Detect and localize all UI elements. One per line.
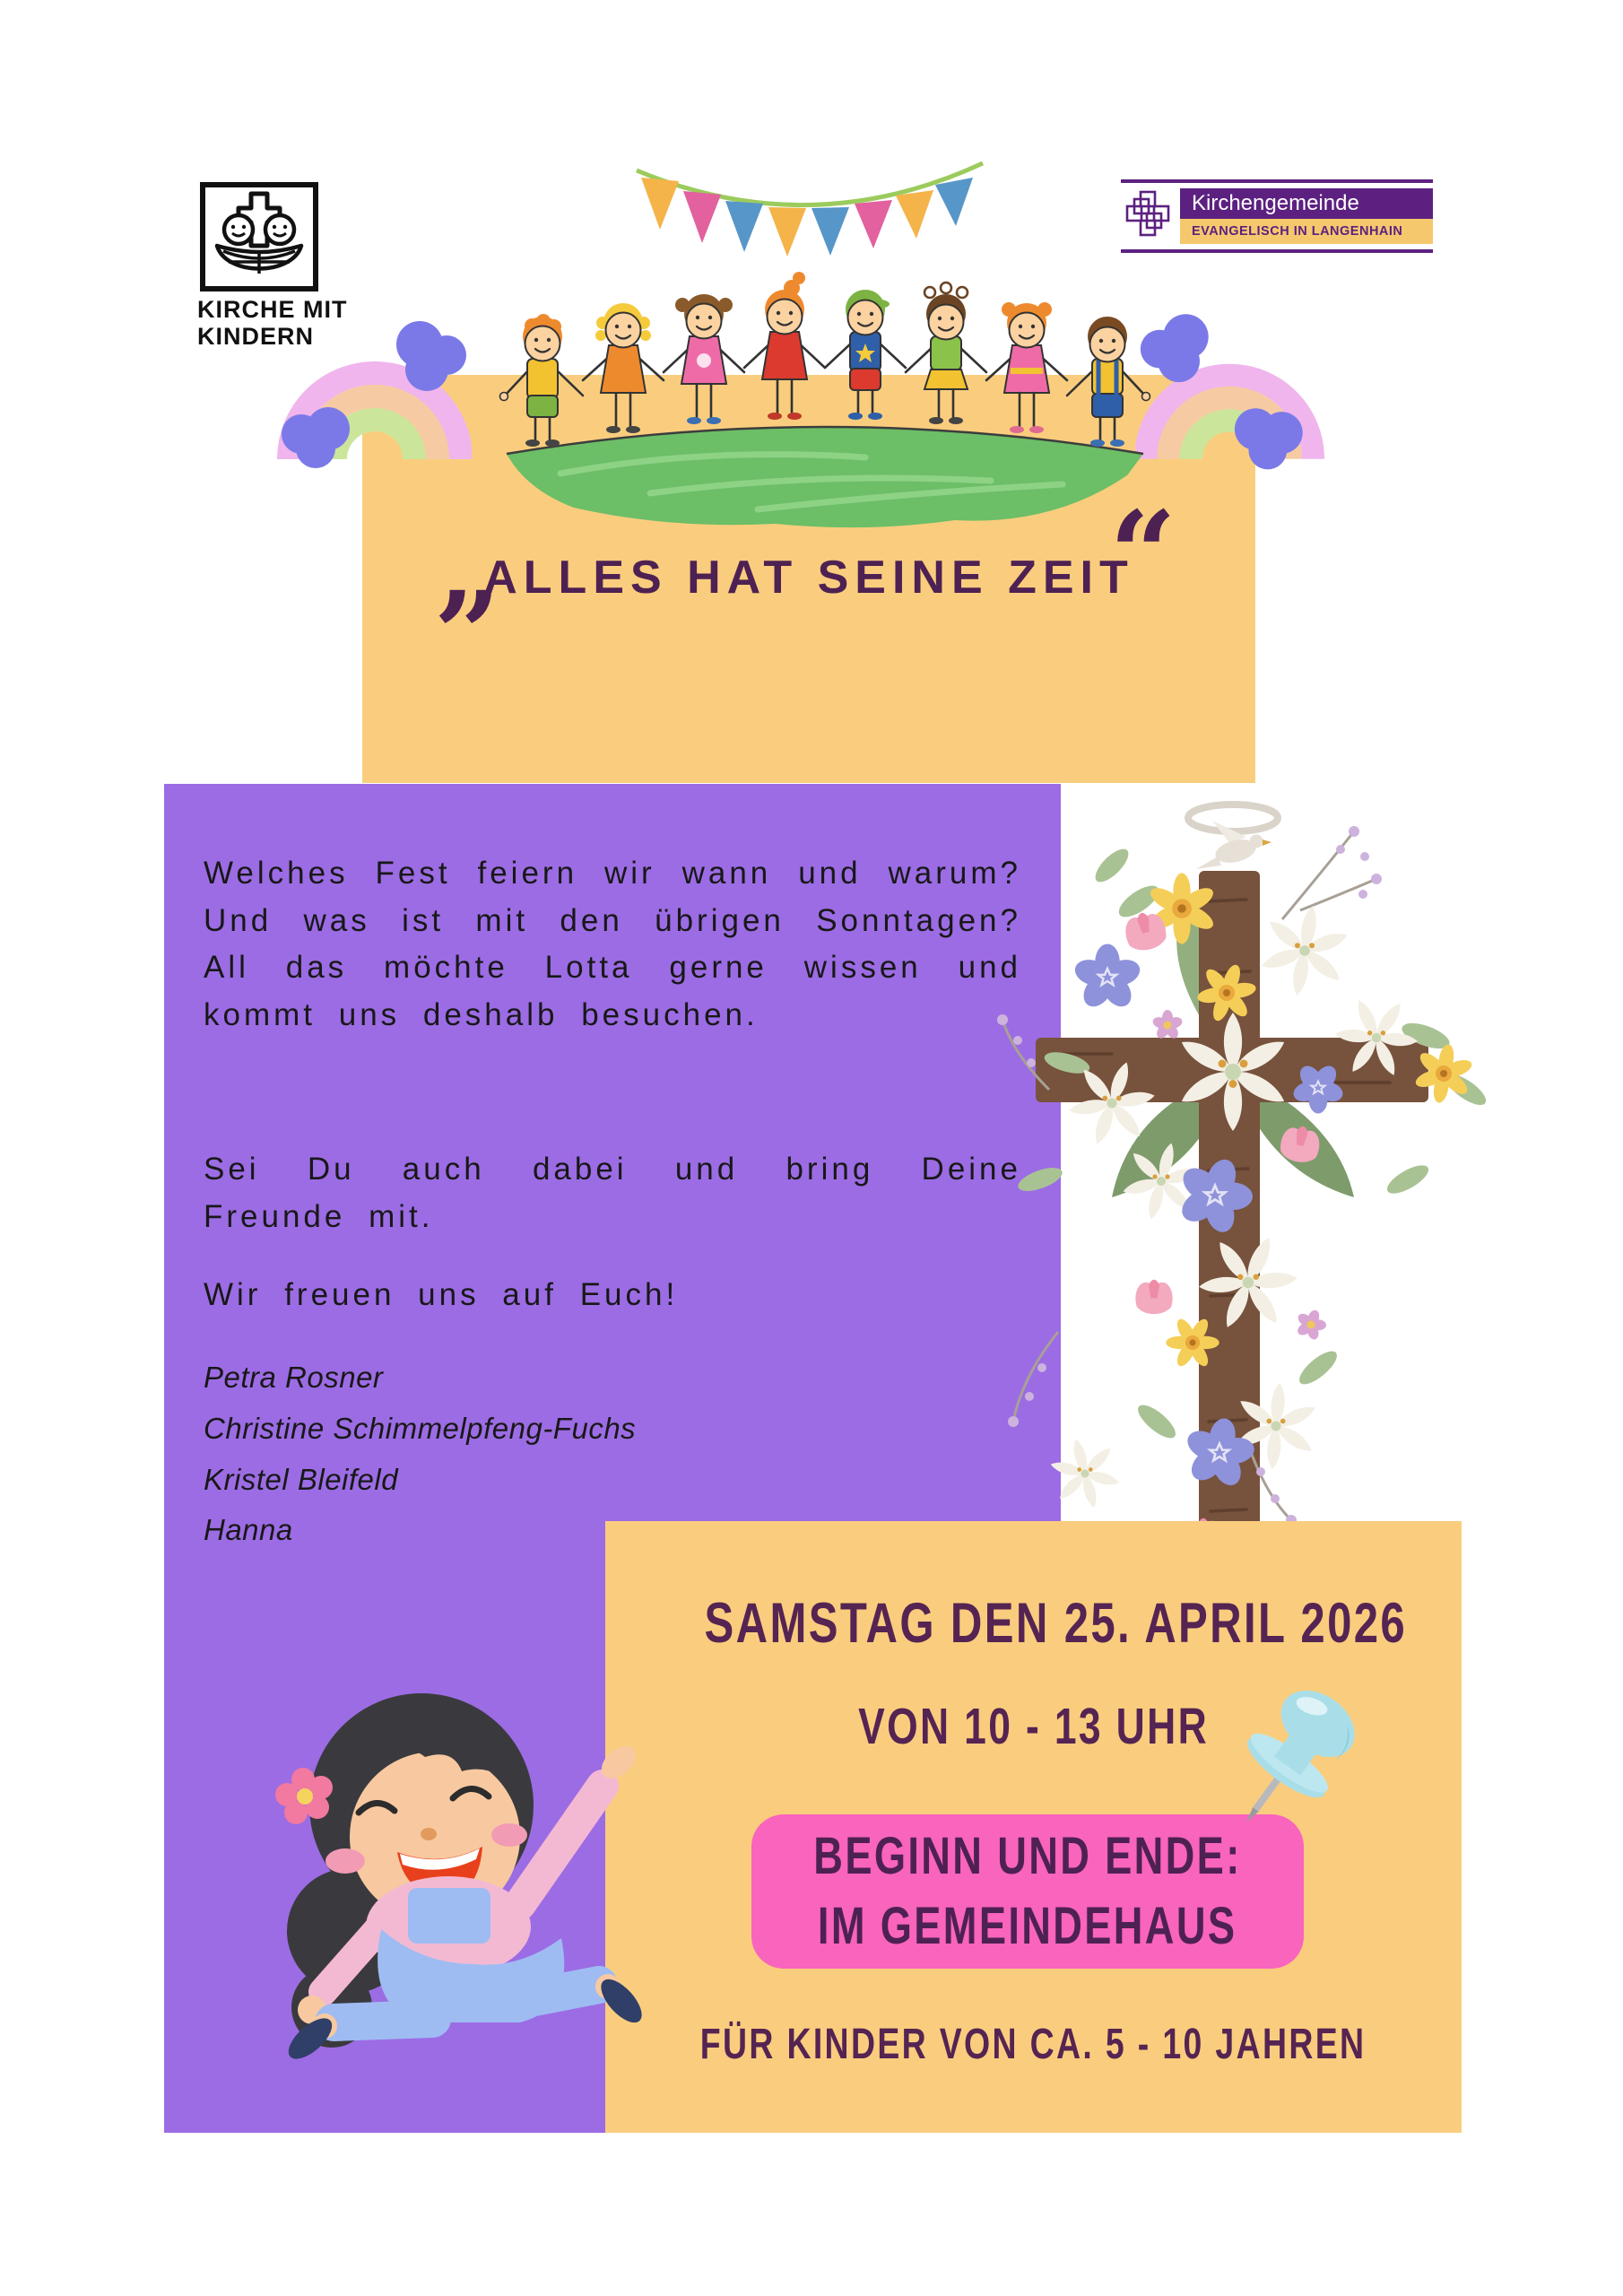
rainbow-right-icon [1135, 296, 1325, 475]
closing-line: Wir freuen uns auf Euch! [204, 1277, 679, 1312]
children-group [500, 272, 1150, 447]
bunting-icon [626, 158, 995, 273]
signature-name: Hanna [204, 1513, 293, 1547]
cloud-icon [1235, 408, 1303, 469]
child-figure [825, 290, 906, 420]
signature-name: Petra Rosner [204, 1361, 384, 1394]
child-figure [1067, 317, 1150, 447]
grass-hill [507, 427, 1143, 527]
child-figure [906, 283, 986, 424]
kmk-label-line1: KIRCHE MIT [197, 296, 348, 323]
event-location-line1: BEGINN UND ENDE: [813, 1827, 1242, 1885]
kmk-label-line2: KINDERN [197, 323, 315, 351]
invite-paragraph: Sei Du auch dabei und bring Deine Freunde mit. [204, 1152, 1021, 1234]
child-figure [744, 272, 825, 420]
child-figure [986, 302, 1067, 433]
child-figure [500, 314, 584, 447]
logo-rule [1121, 179, 1433, 183]
signature-name: Kristel Bleifeld [204, 1462, 399, 1496]
open-quote-mark: „ [436, 499, 503, 636]
jumping-girl-illustration [224, 1662, 646, 2110]
rainbow-left-icon [276, 298, 472, 470]
child-face-icon [265, 215, 294, 244]
kg-logo-subtitle: EVANGELISCH IN LANGENHAIN [1180, 219, 1433, 244]
event-time: VON 10 - 13 UHR [858, 1698, 1209, 1755]
square-cross-icon [1123, 188, 1173, 244]
kirche-mit-kindern-icon [199, 181, 319, 292]
intro-paragraph: Welches Fest feiern wir wann und warum? Und was ist mit den übrigen Sonntagen? All das möchte Lotta gerne wissen und kommt uns deshalb besuchen. [204, 856, 1021, 1032]
child-figure [664, 294, 744, 424]
halo-icon [1188, 804, 1278, 831]
flower-cross-illustration [977, 794, 1515, 1570]
event-date: SAMSTAG DEN 25. APRIL 2026 [704, 1592, 1408, 1655]
push-pin-icon [1212, 1665, 1379, 1844]
kirchengemeinde-logo [1121, 179, 1433, 253]
event-age-range: FÜR KINDER VON CA. 5 - 10 JAHREN [700, 2021, 1367, 2068]
logo-rule [1121, 249, 1433, 253]
event-location-line2: IM GEMEINDEHAUS [818, 1897, 1237, 1955]
child-figure [583, 303, 664, 433]
close-quote-mark: “ [1109, 485, 1176, 622]
flyer-title: ALLES HAT SEINE ZEIT [483, 552, 1134, 604]
children-holding-hands-illustration [489, 258, 1161, 529]
child-face-icon [224, 215, 253, 244]
kg-logo-title: Kirchengemeinde [1180, 188, 1433, 219]
signature-name: Christine Schimmelpfeng-Fuchs [204, 1411, 637, 1445]
